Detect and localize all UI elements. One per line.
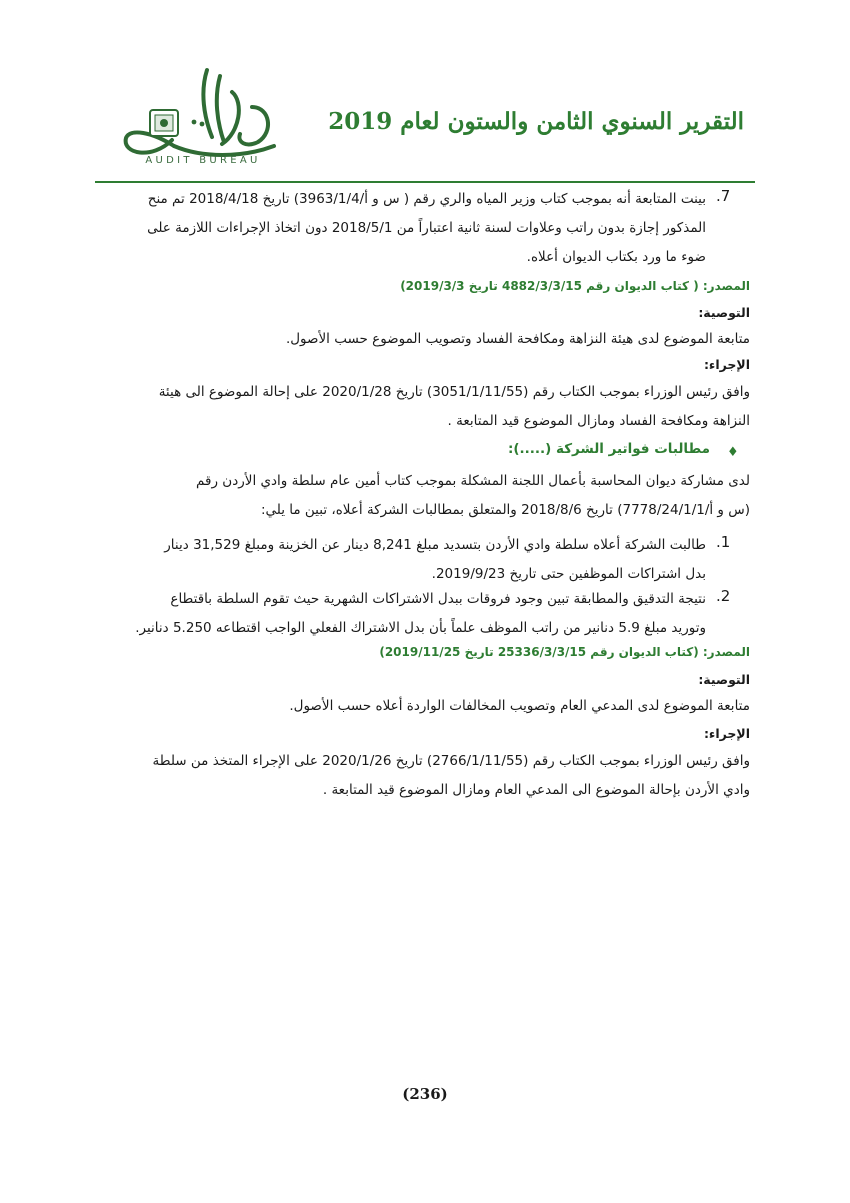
- recommendation-text-1: متابعة الموضوع لدى هيئة النزاهة ومكافحة الفساد وتصويب الموضوع حسب الأصول.: [285, 331, 750, 347]
- item-2-line-1: نتيجة التدقيق والمطابقة تبين وجود فروقات ببدل الاشتراكات الشهرية حيث تقوم السلطة باقتطاع: [170, 591, 706, 607]
- action-1-line-1: وافق رئيس الوزراء بموجب الكتاب رقم (3051/1/11/55) تاريخ 2020/1/28 على إحالة الموضوع الى هيئة: [158, 384, 750, 400]
- item-7-line-3: ضوء ما ورد بكتاب الديوان أعلاه.: [526, 249, 706, 265]
- page-header: [0, 0, 850, 185]
- action-2-line-2: وادي الأردن بإحالة الموضوع الى المدعي العام ومازال الموضوع قيد المتابعة .: [322, 782, 750, 798]
- recommendation-text-2: متابعة الموضوع لدى المدعي العام وتصويب المخالفات الواردة أعلاه حسب الأصول.: [289, 698, 750, 714]
- action-text-2: [106, 747, 750, 805]
- item-2-number: .2: [716, 587, 731, 605]
- logo-english-text: AUDIT BUREAU: [145, 155, 261, 166]
- item-7-number: .7: [716, 187, 731, 205]
- item-1-line-1: طالبت الشركة أعلاه سلطة وادي الأردن بتسديد مبلغ 8,241 دينار عن الخزينة ومبلغ 31,529 دينار: [164, 537, 706, 553]
- action-2-line-1: وافق رئيس الوزراء بموجب الكتاب رقم (2766/1/11/55) تاريخ 2020/1/26 على الإجراء المتخذ من سلطة: [152, 753, 750, 769]
- recommendation-heading-2: التوصية:: [698, 672, 750, 687]
- report-title: التقرير السنوي الثامن والستون لعام 2019: [328, 108, 744, 135]
- item-1-number: .1: [716, 533, 731, 551]
- item-7-line-2: المذكور إجازة بدون راتب وعلاوات لسنة ثانية اعتباراً من 2018/5/1 دون اتخاذ الإجراءات اللازمة على: [147, 220, 706, 236]
- header-divider: [95, 181, 755, 183]
- item-7-line-1: بينت المتابعة أنه بموجب كتاب وزير المياه والري رقم ( س و أ/3963/1/4) تاريخ 2018/4/18 تم منح: [147, 191, 706, 207]
- intro-line-1: لدى مشاركة ديوان المحاسبة بأعمال اللجنة المشكلة بموجب كتاب أمين عام سلطة وادي الأردن رقم: [196, 473, 750, 489]
- action-heading-1: الإجراء:: [703, 357, 750, 372]
- section-2-intro: [106, 467, 750, 525]
- recommendation-heading-1: التوصية:: [698, 305, 750, 320]
- page-number: (236): [402, 1085, 448, 1103]
- diamond-bullet-icon: ♦: [727, 445, 739, 460]
- item-7-text: [106, 185, 706, 272]
- source-citation-2: المصدر: (كتاب الديوان رقم 25336/3/3/15 تاريخ 2019/11/25): [379, 645, 750, 659]
- action-1-line-2: النزاهة ومكافحة الفساد ومازال الموضوع قيد المتابعة .: [447, 413, 750, 429]
- item-1-line-2: بدل اشتراكات الموظفين حتى تاريخ 2019/9/23.: [431, 566, 706, 582]
- action-heading-2: الإجراء:: [703, 726, 750, 741]
- item-2-text: [106, 585, 706, 643]
- action-text-1: [106, 378, 750, 436]
- intro-line-2: (س و أ/7778/24/1/1) تاريخ 2018/8/6 والمتعلق بمطالبات الشركة أعلاه، تبين ما يلي:: [260, 502, 750, 518]
- section-2-heading: مطالبات فواتير الشركة (.....):: [507, 441, 710, 457]
- source-citation-1: المصدر: ( كتاب الديوان رقم 4882/3/3/15 تاريخ 2019/3/3): [400, 279, 750, 293]
- item-1-text: [106, 531, 706, 589]
- item-2-line-2: وتوريد مبلغ 5.9 دنانير من راتب الموظف علماً بأن بدل الاشتراك الفعلي الواجب اقتطاعه 5.250 دنانير.: [135, 620, 706, 636]
